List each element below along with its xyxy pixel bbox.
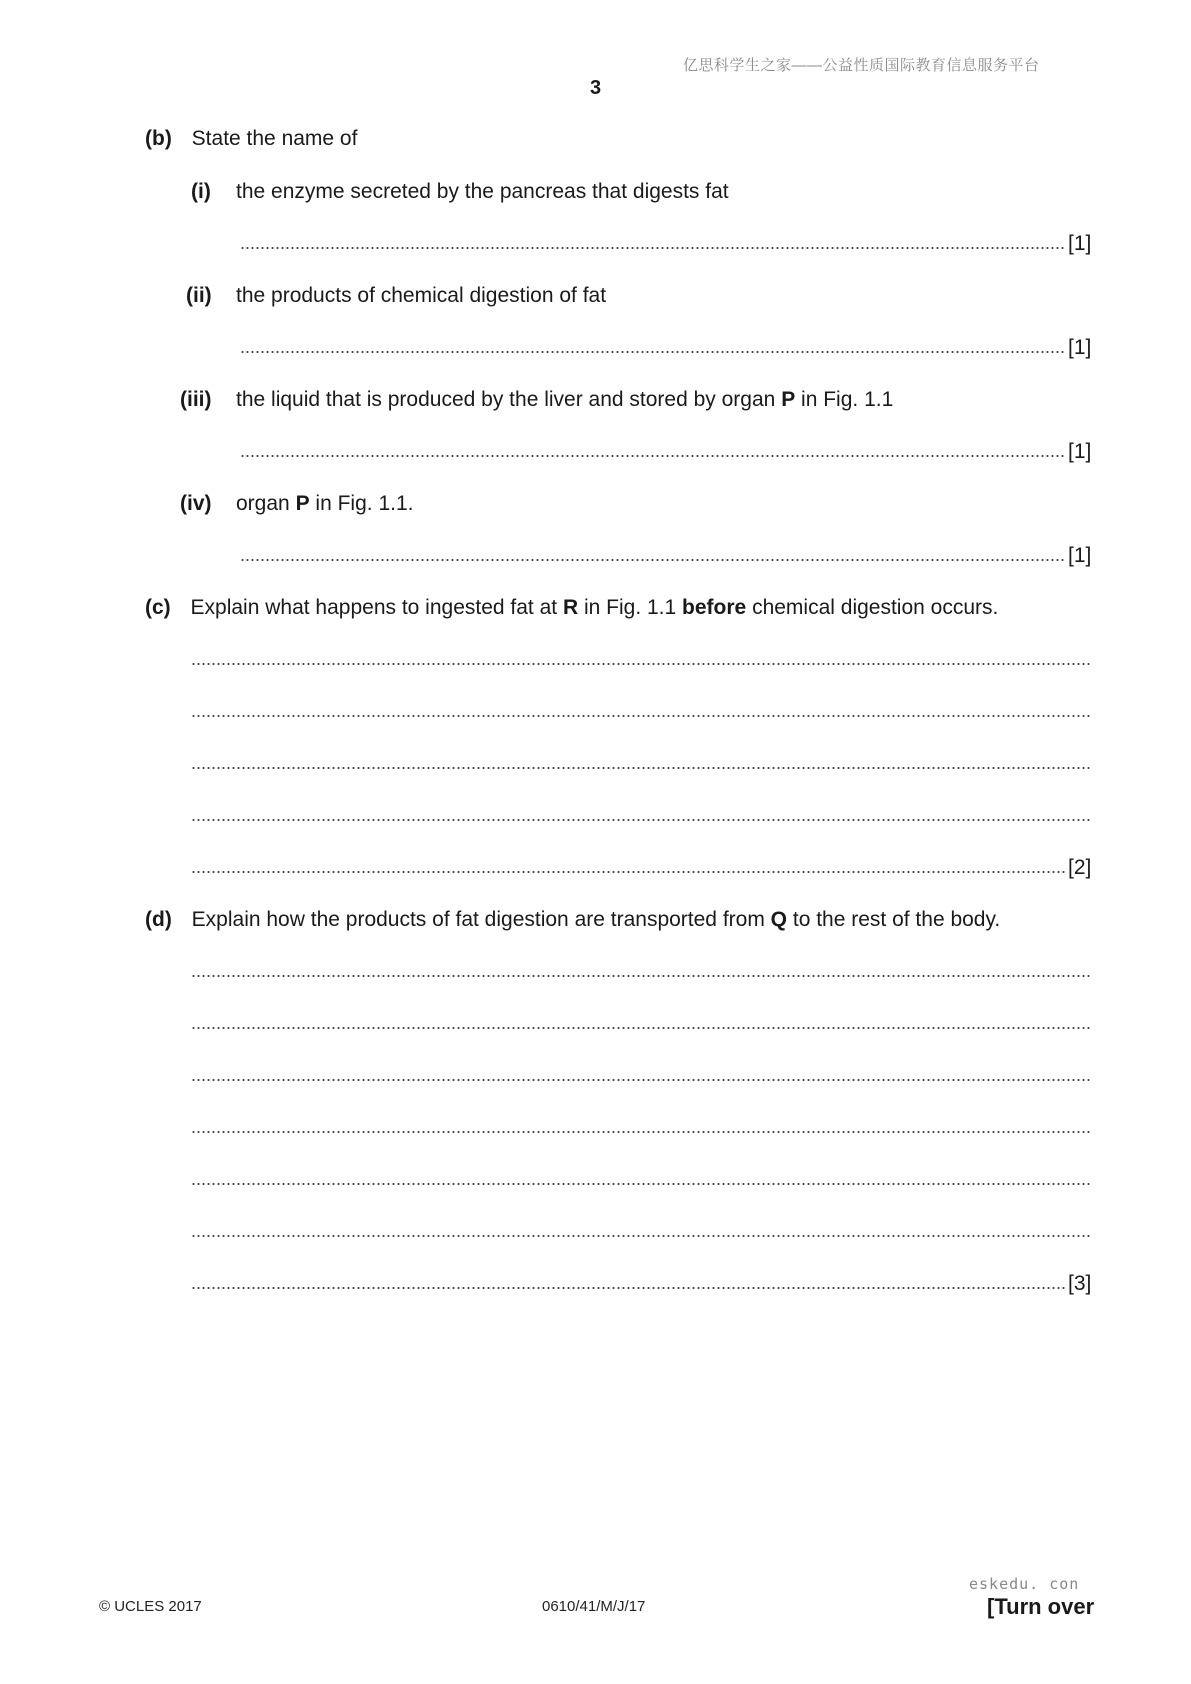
organ-p-ref: P — [781, 388, 796, 411]
part-ii-label: (ii) — [186, 284, 212, 307]
part-iii-text-after: in Fig. 1.1 — [801, 388, 894, 411]
paper-code: 0610/41/M/J/17 — [542, 1598, 646, 1615]
question-c — [145, 595, 998, 621]
answer-line-b-iv[interactable] — [240, 558, 1066, 562]
question-b — [145, 126, 357, 152]
answer-line-d-5[interactable] — [191, 1182, 1092, 1186]
question-c-label: (c) — [145, 596, 171, 619]
part-iii-text-before: the liquid that is produced by the liver and stored by organ — [236, 388, 776, 411]
copyright-text: © UCLES 2017 — [99, 1598, 202, 1615]
answer-line-c-5[interactable] — [191, 870, 1066, 874]
mark-b-iii: [1] — [1068, 440, 1092, 463]
organ-p-ref: P — [295, 492, 310, 515]
answer-line-c-3[interactable] — [191, 766, 1092, 770]
region-q-ref: Q — [770, 908, 788, 931]
question-c-text-3: chemical digestion occurs. — [752, 596, 999, 619]
answer-line-b-i[interactable] — [240, 246, 1066, 250]
answer-line-d-7[interactable] — [191, 1286, 1066, 1290]
before-emphasis: before — [682, 596, 747, 619]
question-c-text-1: Explain what happens to ingested fat at — [190, 596, 558, 619]
turn-over-text: [Turn over — [987, 1594, 1095, 1619]
part-iv-text — [236, 491, 413, 517]
question-b-label: (b) — [145, 127, 172, 150]
part-iii-label: (iii) — [180, 388, 212, 411]
answer-line-d-2[interactable] — [191, 1026, 1092, 1030]
answer-line-c-1[interactable] — [191, 662, 1092, 666]
mark-d: [3] — [1068, 1272, 1092, 1295]
answer-line-d-6[interactable] — [191, 1234, 1092, 1238]
question-d-text-2: to the rest of the body. — [792, 908, 1001, 931]
part-i-text: the enzyme secreted by the pancreas that digests fat — [236, 180, 729, 203]
part-ii-text: the products of chemical digestion of fat — [236, 284, 607, 307]
question-d — [145, 907, 1000, 933]
answer-line-d-3[interactable] — [191, 1078, 1092, 1082]
answer-line-d-1[interactable] — [191, 974, 1092, 978]
question-b-stem: State the name of — [191, 127, 358, 150]
watermark-text: 亿思科学生之家——公益性质国际教育信息服务平台 — [683, 57, 1040, 74]
site-watermark: eskedu. con — [969, 1575, 1080, 1593]
part-iv-label: (iv) — [180, 492, 212, 515]
mark-b-i: [1] — [1068, 232, 1092, 255]
answer-line-c-4[interactable] — [191, 818, 1092, 822]
answer-line-d-4[interactable] — [191, 1130, 1092, 1134]
region-r-ref: R — [562, 596, 579, 619]
mark-b-iv: [1] — [1068, 544, 1092, 567]
part-iii-text — [236, 387, 893, 413]
answer-line-b-ii[interactable] — [240, 350, 1066, 354]
question-d-text-1: Explain how the products of fat digestion are transported from — [191, 908, 765, 931]
mark-b-ii: [1] — [1068, 336, 1092, 359]
part-iv-text-before: organ — [236, 492, 290, 515]
mark-c: [2] — [1068, 856, 1092, 879]
answer-line-c-2[interactable] — [191, 714, 1092, 718]
part-iv-text-after: in Fig. 1.1. — [315, 492, 414, 515]
question-d-label: (d) — [145, 908, 172, 931]
page-number: 3 — [589, 77, 602, 99]
question-c-text-2: in Fig. 1.1 — [583, 596, 677, 619]
part-i-label: (i) — [191, 180, 211, 203]
answer-line-b-iii[interactable] — [240, 454, 1066, 458]
